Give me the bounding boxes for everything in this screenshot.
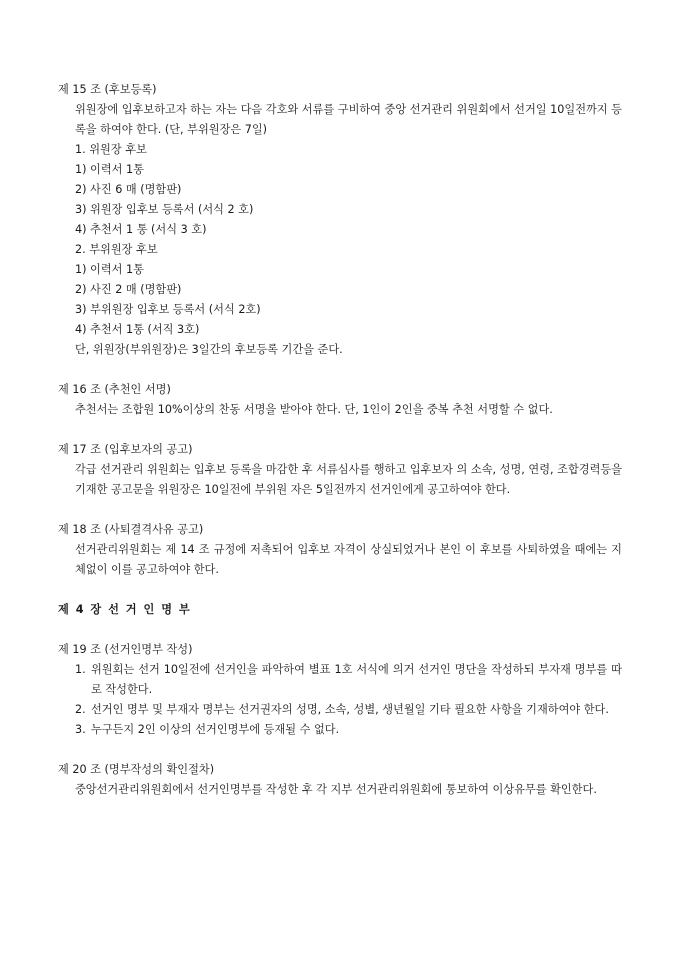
article-note: 단, 위원장(부위원장)은 3일간의 후보등록 기간을 준다. [75,343,343,356]
article-body: 위원장에 입후보하고자 하는 자는 다음 각호와 서류를 구비하여 중앙 선거관리 위원회에서 선거일 10일전까지 등록을 하여야 한다. (단, 부위원장은 7일) [75,103,622,136]
list-item: 4) 추천서 1통 (서직 3호) [75,323,200,336]
item-number: 3. [75,723,86,736]
list-item: 2) 사진 6 매 (명함판) [75,183,182,196]
item-text: 선거인 명부 및 부재자 명부는 선거권자의 성명, 소속, 성별, 생년월일 기타 필요한 사항을 기재하여야 한다. [91,703,609,716]
article-16 [58,380,622,420]
article-body: 중앙선거관리위원회에서 선거인명부를 작성한 후 각 지부 선거관리위원회에 통보하여 이상유무를 확인한다. [75,783,597,796]
article-body: 각급 선거관리 위원회는 입후보 등록을 마감한 후 서류심사를 행하고 입후보자 의 소속, 성명, 연령, 조합경력등을 기재한 공고문을 위원장은 10일전에 부위원 자은 5일전까지 선거인에게 공고하여야 한다. [75,463,622,496]
article-19 [58,640,622,740]
chapter-heading: 제 4 장 선 거 인 명 부 [58,603,192,616]
article-20 [58,760,622,800]
list-item: 2) 사진 2 매 (명함판) [75,283,182,296]
article-heading: 제 19 조 (선거인명부 작성) [58,643,193,656]
list-item: 3) 위원장 입후보 등록서 (서식 2 호) [75,203,254,216]
item-number: 1. [75,663,86,676]
article-18 [58,520,622,580]
numbered-item [58,720,622,740]
article-15 [58,80,622,360]
article-heading: 제 16 조 (추천인 서명) [58,383,171,396]
numbered-item [58,660,622,700]
article-heading: 제 15 조 (후보등록) [58,83,157,96]
list-item: 3) 부위원장 입후보 등록서 (서식 2호) [75,303,261,316]
article-heading: 제 17 조 (입후보자의 공고) [58,443,193,456]
article-heading: 제 18 조 (사퇴결격사유 공고) [58,523,204,536]
article-body: 추천서는 조합원 10%이상의 찬동 서명을 받아야 한다. 단, 1인이 2인을 중복 추천 서명할 수 없다. [75,403,553,416]
item-text: 누구든지 2인 이상의 선거인명부에 등재될 수 없다. [91,723,340,736]
section-heading: 2. 부위원장 후보 [75,243,158,256]
item-number: 2. [75,703,86,716]
list-item: 4) 추천서 1 통 (서식 3 호) [75,223,207,236]
numbered-item [58,700,622,720]
list-item: 1) 이력서 1통 [75,263,144,276]
item-text: 위원회는 선거 10일전에 선거인을 파악하여 별표 1호 서식에 의거 선거인 명단을 작성하되 부자재 명부를 따로 작성한다. [91,663,622,696]
list-item: 1) 이력서 1통 [75,163,144,176]
article-17 [58,440,622,500]
article-body: 선거관리위원회는 제 14 조 규정에 저촉되어 입후보 자격이 상실되었거나 본인 이 후보를 사퇴하였을 때에는 지체없이 이를 공고하여야 한다. [75,543,622,576]
section-heading: 1. 위원장 후보 [75,143,147,156]
article-heading: 제 20 조 (명부작성의 확인절차) [58,763,215,776]
